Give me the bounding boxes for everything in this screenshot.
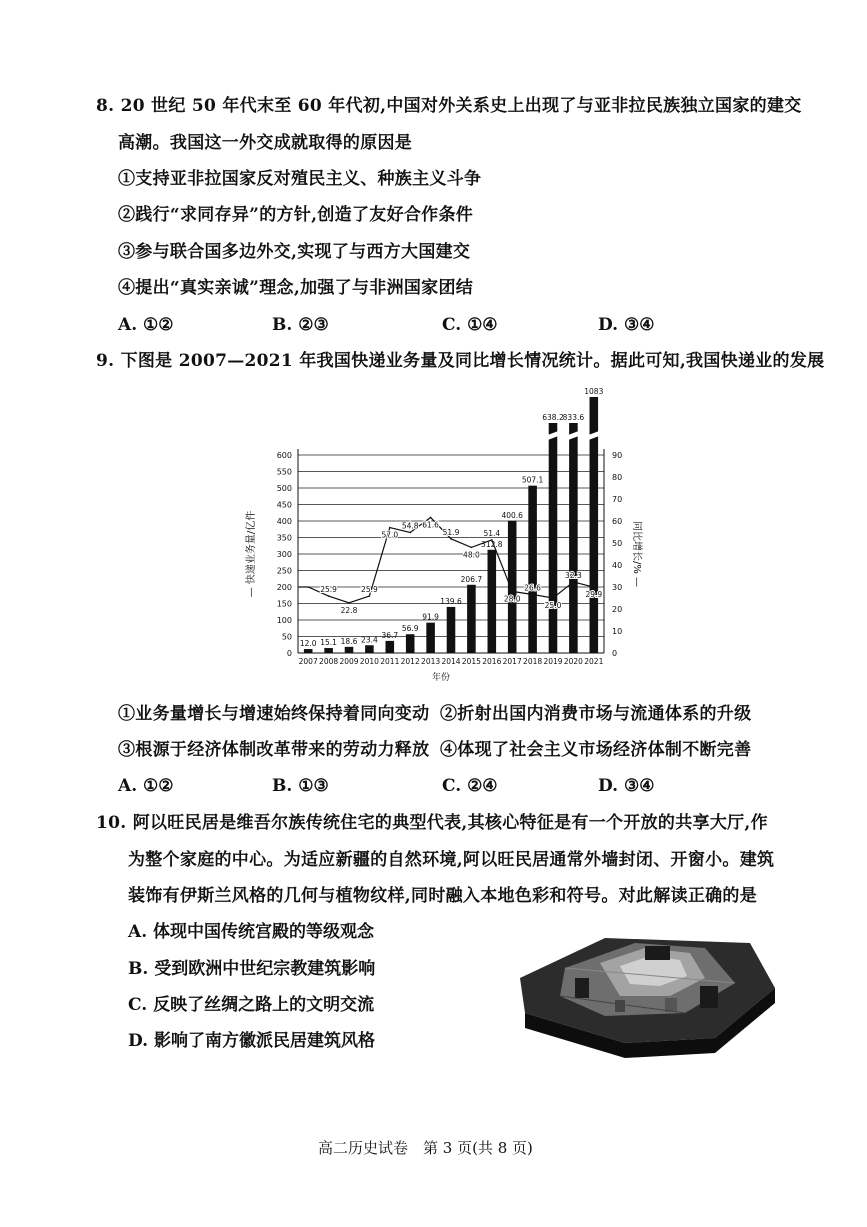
- q8-option-c[interactable]: C. ①④: [442, 315, 498, 335]
- q10-option-b[interactable]: B. 受到欧洲中世纪宗教建筑影响: [128, 959, 376, 979]
- x-tick-label: 2011: [380, 657, 400, 666]
- x-tick-label: 2017: [502, 657, 522, 666]
- left-tick-label: 350: [276, 533, 292, 543]
- q10-stem-text: 阿以旺民居是维吾尔族传统住宅的典型代表,其核心特征是有一个开放的共享大厅,作: [132, 813, 768, 833]
- growth-point: [328, 595, 330, 597]
- growth-value-label: 29.9: [585, 590, 603, 600]
- left-axis-label: — 快递业务量/亿件: [246, 510, 257, 598]
- growth-value-label: 25.9: [361, 585, 378, 595]
- x-tick-label: 2019: [543, 657, 563, 666]
- q9-number: 9.: [96, 351, 115, 371]
- q8-number: 8.: [96, 96, 115, 116]
- x-tick-label: 2016: [482, 657, 502, 666]
- right-axis-label: 同比增长/% —: [631, 520, 642, 588]
- bar-value-label: 638.2: [542, 413, 564, 422]
- growth-value-label: 57.0: [381, 530, 399, 540]
- q10-option-a[interactable]: A. 体现中国传统宫殿的等级观念: [128, 922, 375, 942]
- q9-statement-1: ①业务量增长与增速始终保持着同向变动: [118, 704, 430, 724]
- bar: [569, 423, 578, 653]
- bar-value-label: 833.6: [562, 413, 585, 422]
- growth-value-label: 48.0: [463, 550, 480, 560]
- right-tick-label: 50: [612, 539, 623, 548]
- bar: [508, 521, 517, 653]
- growth-value-label: 25.9: [320, 585, 337, 595]
- q9-stem-text: 下图是 2007—2021 年我国快递业务量及同比增长情况统计。据此可知,我国快递业的发展: [120, 351, 825, 371]
- right-tick-label: 90: [612, 451, 623, 460]
- growth-point: [471, 547, 473, 549]
- growth-point: [511, 591, 513, 593]
- growth-value-label: 28.0: [503, 594, 521, 604]
- bar: [365, 645, 374, 653]
- q9-statement-3: ③根源于经济体制改革带来的劳动力释放: [118, 740, 430, 760]
- q10-option-d[interactable]: D. 影响了南方徽派民居建筑风格: [128, 1031, 375, 1051]
- bar: [447, 607, 456, 653]
- bar-value-label: 91.9: [422, 612, 439, 622]
- q8-statement-1: ①支持亚非拉国家反对殖民主义、种族主义斗争: [118, 169, 482, 189]
- bar-value-label: 400.6: [501, 510, 523, 520]
- bar-value-label: 36.7: [381, 630, 399, 640]
- growth-value-label: 32.3: [565, 570, 582, 580]
- bar: [488, 550, 497, 653]
- bar-value-label: 507.1: [521, 475, 544, 485]
- growth-point: [532, 594, 534, 596]
- x-tick-label: 2013: [421, 657, 441, 666]
- x-tick-label: 2015: [461, 657, 481, 666]
- bar-value-label: 1083: [584, 387, 604, 396]
- right-tick-label: 70: [612, 495, 623, 504]
- growth-value-label: 61.6: [422, 520, 439, 530]
- q8-stem-line1: [96, 94, 802, 118]
- left-tick-label: 600: [276, 451, 292, 460]
- x-tick-label: 2018: [523, 657, 543, 666]
- right-tick-label: 80: [612, 473, 623, 482]
- bar-value-label: 18.6: [340, 636, 358, 646]
- growth-value-label: 51.4: [483, 528, 501, 538]
- right-tick-label: 0: [612, 649, 618, 658]
- express-delivery-chart: [220, 385, 640, 690]
- left-tick-label: 250: [276, 566, 292, 576]
- bar-value-label: 23.4: [361, 635, 378, 645]
- bar-value-label: 56.9: [401, 624, 419, 634]
- growth-value-label: 22.8: [340, 605, 358, 615]
- q9-option-c[interactable]: C. ②④: [442, 776, 498, 796]
- bar: [406, 634, 415, 653]
- bar: [426, 623, 435, 653]
- growth-point: [552, 597, 554, 599]
- growth-value-label: 54.8: [401, 521, 419, 531]
- q9-option-d[interactable]: D. ③④: [598, 776, 655, 796]
- x-tick-label: 2007: [298, 657, 318, 666]
- growth-value-label: 25.0: [544, 601, 562, 610]
- growth-point: [430, 517, 432, 519]
- q10-option-c[interactable]: C. 反映了丝绸之路上的文明交流: [128, 995, 375, 1015]
- right-tick-label: 20: [612, 605, 623, 614]
- growth-point: [369, 595, 371, 597]
- q9-statement-4: ④体现了社会主义市场经济体制不断完善: [440, 740, 752, 760]
- left-tick-label: 200: [276, 583, 292, 592]
- q9-option-a[interactable]: A. ①②: [118, 776, 174, 796]
- growth-point: [389, 527, 391, 529]
- growth-value-label: 51.9: [442, 527, 460, 537]
- right-tick-label: 10: [612, 627, 623, 636]
- page-footer: 高二历史试卷 第 3 页(共 8 页): [318, 1139, 533, 1157]
- q8-stem-text: 20 世纪 50 年代末至 60 年代初,中国对外关系史上出现了与亚非拉民族独立国家的建交: [120, 96, 802, 116]
- q10-number: 10.: [96, 813, 127, 833]
- left-tick-label: 50: [281, 632, 292, 642]
- left-tick-label: 500: [276, 484, 292, 493]
- x-tick-label: 2009: [339, 657, 359, 666]
- bar-value-label: 12.0: [299, 639, 317, 649]
- left-tick-label: 300: [276, 550, 292, 559]
- x-tick-label: 2010: [359, 657, 379, 666]
- left-tick-label: 0: [286, 649, 292, 658]
- q8-option-b[interactable]: B. ②③: [272, 315, 329, 335]
- right-tick-label: 40: [612, 561, 623, 570]
- q8-option-a[interactable]: A. ①②: [118, 315, 174, 335]
- bar: [304, 649, 313, 653]
- left-tick-label: 550: [276, 467, 292, 477]
- q9-stem: [96, 349, 824, 373]
- bar-value-label: 312.8: [481, 539, 503, 549]
- x-axis-label: 年份: [431, 673, 451, 683]
- bar: [345, 647, 354, 653]
- q8-statement-3: ③参与联合国多边外交,实现了与西方大国建交: [118, 242, 471, 262]
- q10-stem-line1: [96, 811, 768, 835]
- aiwang-dwelling-image: [505, 918, 785, 1058]
- growth-point: [348, 602, 350, 604]
- left-tick-label: 150: [276, 599, 292, 609]
- bar-value-label: 206.7: [460, 574, 483, 584]
- growth-value-label: 26.6: [524, 583, 541, 593]
- q10-stem-line2: 为整个家庭的中心。为适应新疆的自然环境,阿以旺民居通常外墙封闭、开窗小。建筑: [128, 850, 775, 870]
- growth-point: [450, 538, 452, 540]
- left-tick-label: 400: [276, 517, 292, 526]
- bar-value-label: 139.6: [440, 596, 462, 606]
- x-tick-label: 2012: [400, 657, 420, 666]
- bar-value-label: 15.1: [320, 638, 337, 648]
- q9-statement-2: ②折射出国内消费市场与流通体系的升级: [440, 704, 752, 724]
- growth-point: [409, 532, 411, 534]
- growth-point: [573, 581, 575, 583]
- x-tick-label: 2014: [441, 657, 461, 666]
- q8-statement-2: ②践行“求同存异”的方针,创造了友好合作条件: [118, 205, 474, 225]
- bar: [386, 641, 395, 653]
- left-tick-label: 100: [276, 616, 292, 625]
- bar: [324, 648, 333, 653]
- right-tick-label: 60: [612, 517, 623, 526]
- q8-statement-4: ④提出“真实亲诚”理念,加强了与非洲国家团结: [118, 278, 474, 298]
- q9-option-b[interactable]: B. ①③: [272, 776, 329, 796]
- left-tick-label: 450: [276, 500, 292, 510]
- growth-point: [307, 586, 309, 588]
- bar: [528, 486, 537, 653]
- right-tick-label: 30: [612, 583, 623, 592]
- x-tick-label: 2020: [563, 657, 583, 666]
- q8-stem-line2: 高潮。我国这一外交成就取得的原因是: [118, 133, 413, 153]
- q10-stem-line3: 装饰有伊斯兰风格的几何与植物纹样,同时融入本地色彩和符号。对此解读正确的是: [128, 886, 758, 906]
- bar: [467, 585, 476, 653]
- x-tick-label: 2008: [319, 657, 339, 666]
- bar: [549, 423, 558, 653]
- x-tick-label: 2021: [584, 657, 604, 666]
- growth-point: [593, 586, 595, 588]
- q8-option-d[interactable]: D. ③④: [598, 315, 655, 335]
